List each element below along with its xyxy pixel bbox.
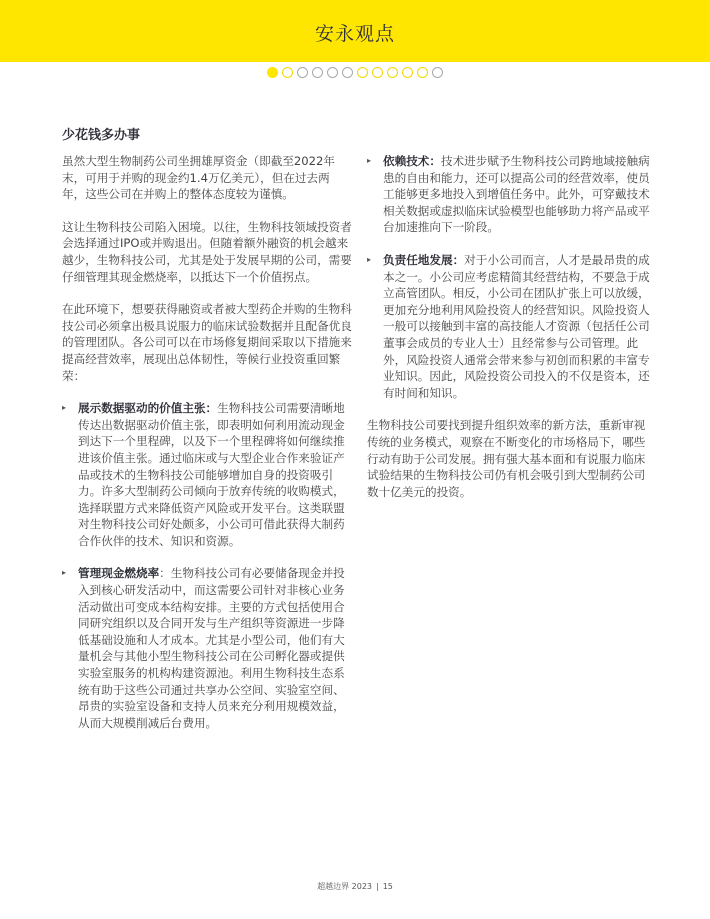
bullet-item: [367, 252, 650, 401]
right-column: [367, 153, 650, 516]
bullet-text: 技术进步赋予生物科技公司跨地域接触病患的自由和能力，还可以提高公司的经营效率，使员工能够更多地投入到增值任务中。此外，可穿戴技术相关数据或虚拟临床试验模型也能够助力将产品或平台加速推向下一阶段。: [383, 154, 650, 235]
page-dot[interactable]: [402, 67, 413, 78]
bullet-text: ：生物科技公司有必要储备现金并投入到核心研发活动中，而这需要公司针对非核心业务活动做出可变成本结构安排。主要的方式包括使用合同研究组织以及合同开发与生产组织等资源进一步降低基础设施和人才成本。尤其是小型公司，他们有大量机会与其他小型生物科技公司在公司孵化器或提供实验室服务的机构构建资源池。利用生物科技生态系统有助于这些公司通过共享办公空间、实验室空间、昂贵的实验室设备和支持人员来充分利用规模效益，从而大规模削减后台费用。: [78, 566, 345, 730]
bullet-term: 负责任地发展：: [383, 252, 465, 267]
section-heading: 少花钱多办事: [62, 128, 141, 143]
header-banner: [0, 0, 710, 62]
bullet-arrow-icon: ▸: [367, 156, 372, 165]
bullet-term: 依赖技术：: [383, 154, 441, 168]
page-dot[interactable]: [297, 67, 308, 78]
page-number: 15: [382, 882, 393, 891]
page-dot[interactable]: [372, 67, 383, 78]
bullet-term: 展示数据驱动的价值主张：: [78, 401, 218, 416]
bullet-arrow-icon: ▸: [62, 568, 67, 578]
page-dot[interactable]: [267, 67, 278, 78]
page-title: 安永观点: [314, 23, 395, 45]
paragraph: 生物科技公司要找到提升组织效率的新方法，重新审视传统的业务模式，观察在不断变化的市场格局下，哪些行动有助于公司发展。拥有强大基本面和有说服力临床试验结果的生物科技公司仍有机会吸引到大型制药公司数十亿美元的投资。: [367, 418, 646, 499]
bullet-arrow-icon: ▸: [62, 403, 67, 413]
paragraph: 在此环境下，想要获得融资或者被大型药企并购的生物科技公司必须拿出极具说服力的临床试验数据并且配备优良的管理团队。各公司可以在市场修复期间采取以下措施来提高经营效率，展现出总体韧性，等候行业投资重回繁荣：: [62, 302, 352, 383]
page-dot[interactable]: [417, 67, 428, 78]
page-dot[interactable]: [312, 67, 323, 78]
page-dot[interactable]: [342, 67, 353, 78]
page-footer: [0, 881, 710, 892]
footer-separator: |: [376, 882, 379, 891]
bullet-term: 管理现金燃烧率: [78, 566, 160, 581]
page-dot[interactable]: [327, 67, 338, 78]
left-column: [62, 153, 352, 747]
paragraph: 虽然大型生物制药公司坐拥雄厚资金（即截至2022年末，可用于并购的现金约1.4万亿美元），但在过去两年，这些公司在并购上的整体态度较为谨慎。: [62, 154, 335, 202]
page-dot[interactable]: [432, 67, 443, 78]
page-dot[interactable]: [357, 67, 368, 78]
bullet-arrow-icon: ▸: [367, 254, 372, 264]
bullet-item: [62, 565, 352, 731]
page-dot[interactable]: [282, 67, 293, 78]
paragraph: 这让生物科技公司陷入困境。以往，生物科技领域投资者会选择通过IPO或并购退出。但随着额外融资的机会越来越少，生物科技公司，尤其是处于发展早期的公司，需要仔细管理其现金燃烧率，以抵达下一个价值拐点。: [62, 219, 352, 284]
bullet-item: [367, 153, 650, 236]
bullet-text: 生物科技公司需要清晰地传达出数据驱动价值主张，即表明如何利用流动现金到达下一个里程碑，以及下一个里程碑将如何继续推进该价值主张。通过临床或与大型企业合作来验证产品或技术的生物科技公司能够增加自身的投资吸引力。许多大型制药公司倾向于放弃传统的收购模式，选择联盟方式来降低资产风险或开发平台。这类联盟对生物科技公司好处颇多，小公司可借此获得大制药合作伙伴的技术、知识和资源。: [78, 401, 345, 548]
publication-name: 超越边界 2023: [317, 882, 372, 891]
bullet-text: 对于小公司而言，人才是最昂贵的成本之一。小公司应考虑精简其经营结构，不要急于成立高管团队。相反，小公司在团队扩张上可以放缓，更加充分地利用风险投资人的经营知识。风险投资人一般可以接触到丰富的高技能人才资源（包括任公司董事会成员的专业人士）且经常参与公司管理。此外，风险投资人通常会带来参与初创而积累的丰富专业知识。因此，风险投资公司投入的不仅是资本，还有时间和知识。: [383, 252, 650, 400]
page-dot[interactable]: [387, 67, 398, 78]
bullet-item: [62, 400, 352, 549]
page-indicator[interactable]: [0, 67, 710, 81]
